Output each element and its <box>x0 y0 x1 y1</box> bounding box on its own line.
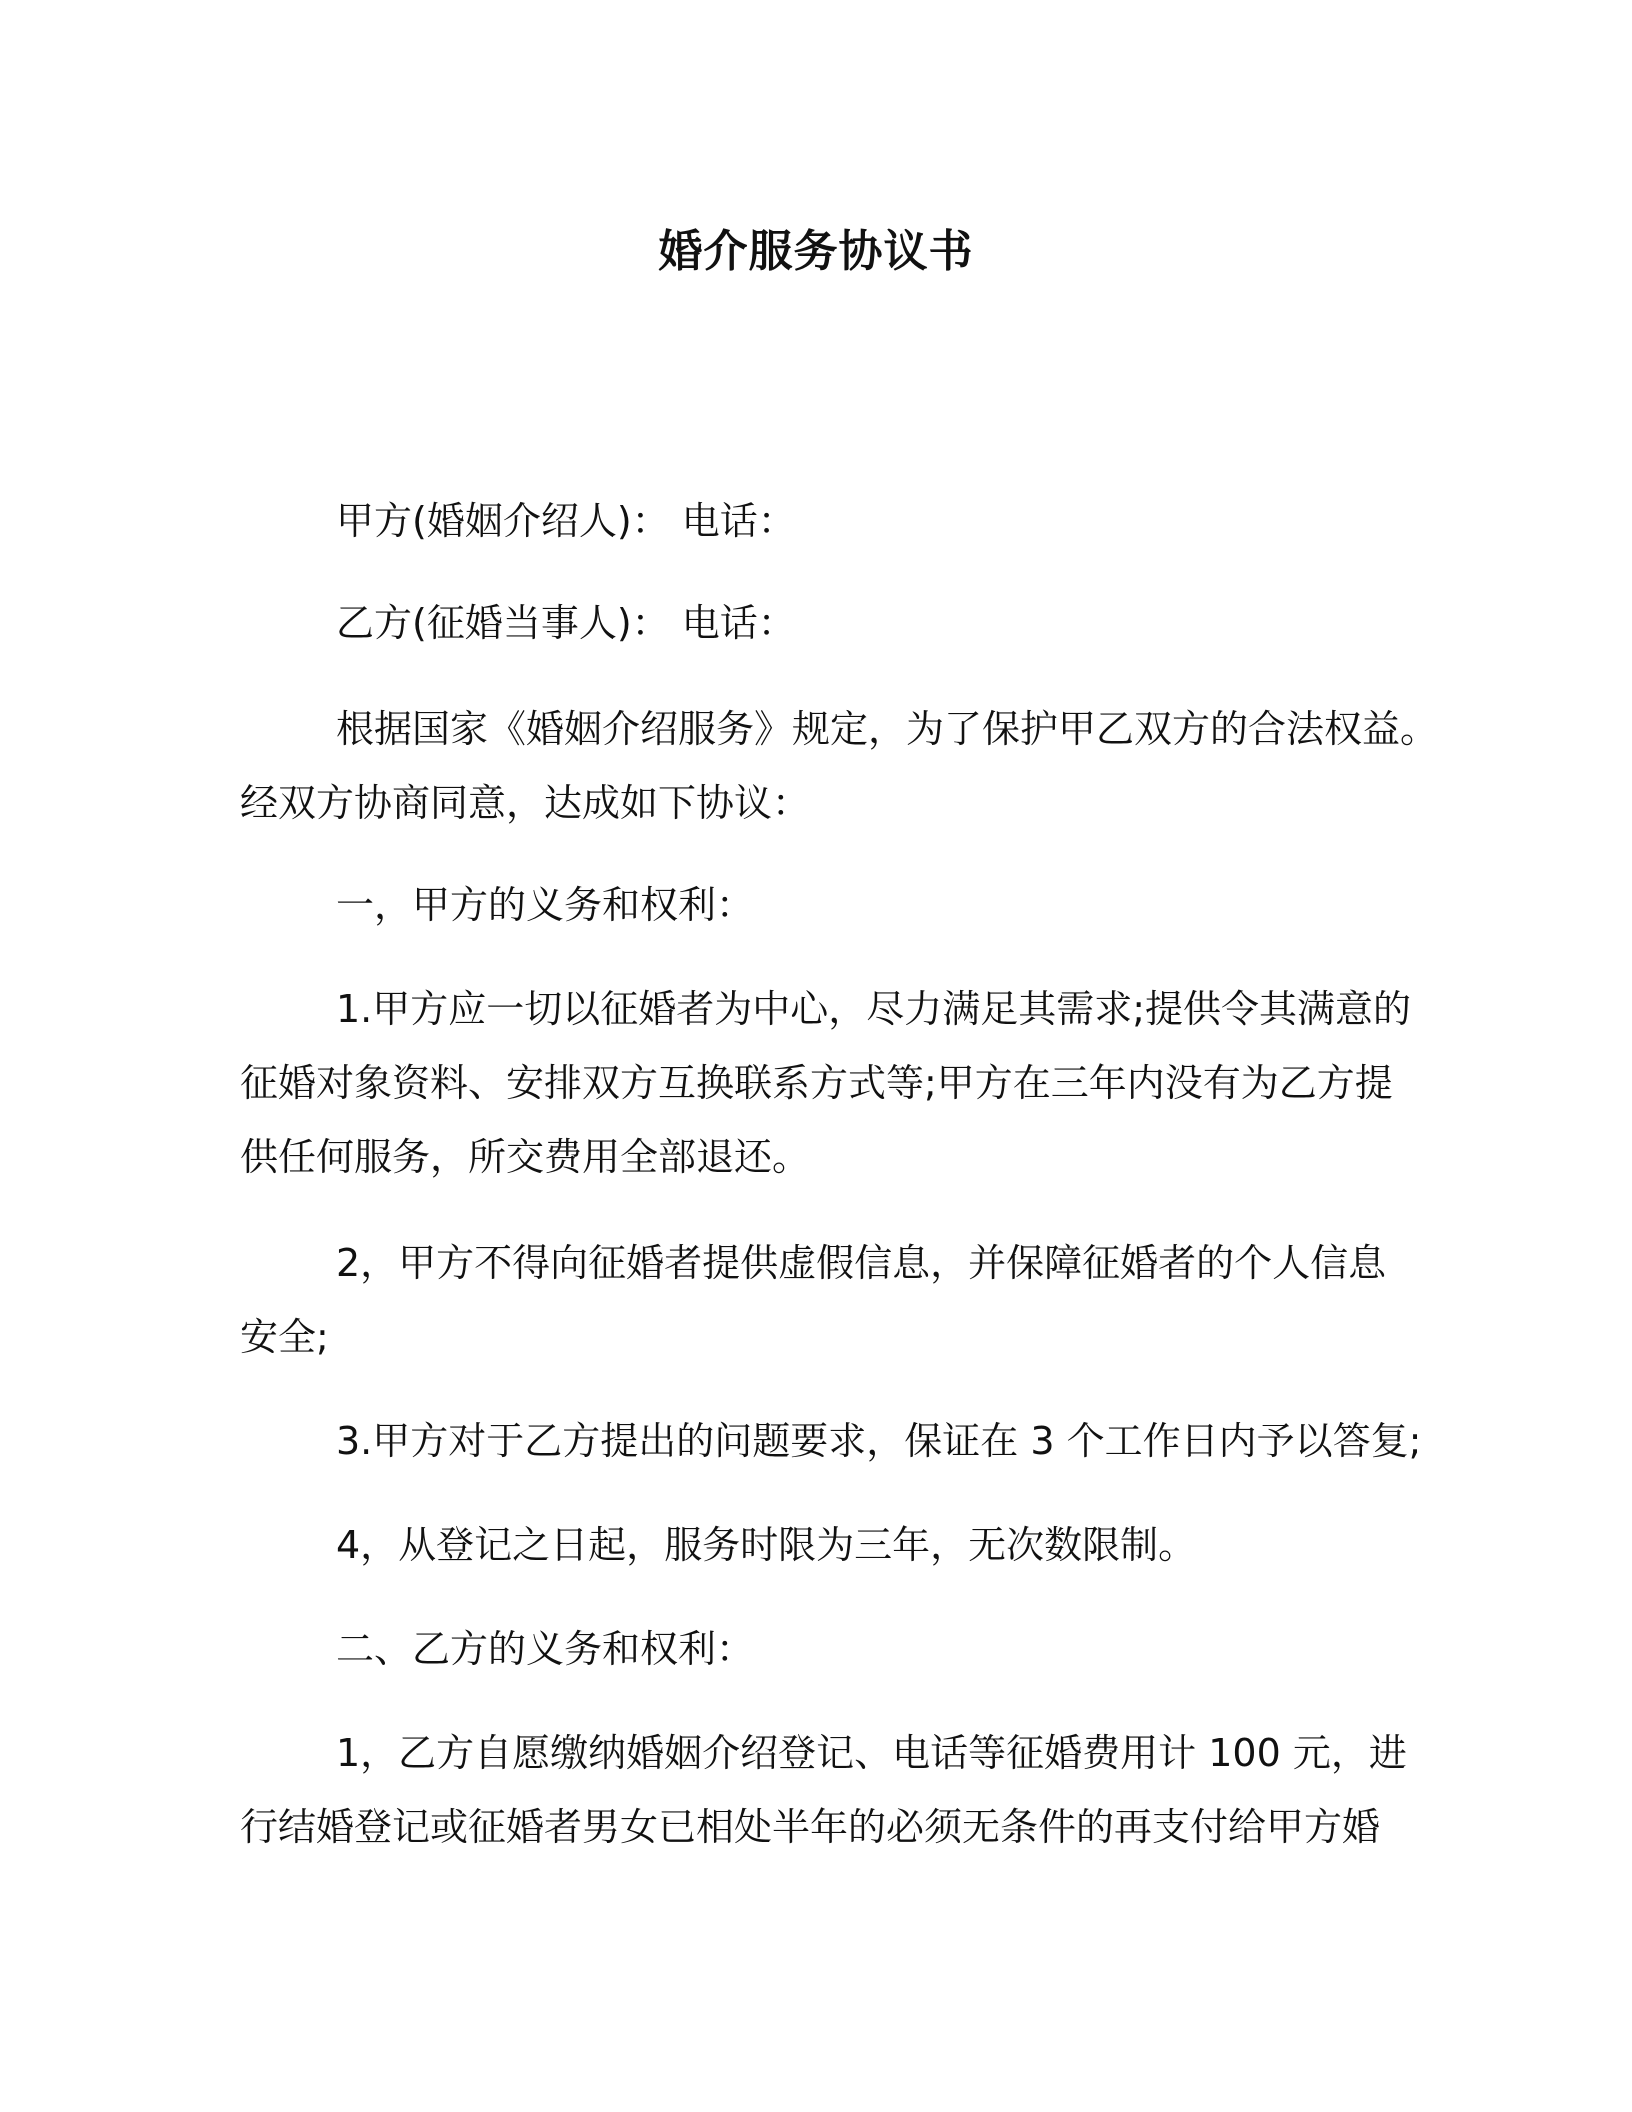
section1-item3: 3.甲方对于乙方提出的问题要求，保证在 3 个工作日内予以答复; <box>336 1419 1422 1463</box>
section1-item1-line3: 供任何服务，所交费用全部退还。 <box>240 1135 811 1179</box>
intro-line-2: 经双方协商同意，达成如下协议： <box>240 781 811 825</box>
section2-item1-line1: 1，乙方自愿缴纳婚姻介绍登记、电话等征婚费用计 100 元，进 <box>336 1731 1407 1775</box>
section1-item2-line2: 安全; <box>240 1315 329 1359</box>
document-title: 婚介服务协议书 <box>658 226 974 277</box>
section1-heading: 一，甲方的义务和权利： <box>336 883 755 927</box>
section2-heading: 二、乙方的义务和权利： <box>336 1627 755 1671</box>
party-b-line: 乙方(征婚当事人)： 电话： <box>336 601 796 645</box>
section1-item4: 4，从登记之日起，服务时限为三年，无次数限制。 <box>336 1523 1197 1567</box>
section1-item2-line1: 2，甲方不得向征婚者提供虚假信息，并保障征婚者的个人信息 <box>336 1241 1387 1285</box>
party-a-line: 甲方(婚姻介绍人)： 电话： <box>336 499 796 543</box>
section2-item1-line2: 行结婚登记或征婚者男女已相处半年的必须无条件的再支付给甲方婚 <box>240 1805 1381 1849</box>
section1-item1-line2: 征婚对象资料、安排双方互换联系方式等;甲方在三年内没有为乙方提 <box>240 1061 1393 1105</box>
section1-item1-line1: 1.甲方应一切以征婚者为中心，尽力满足其需求;提供令其满意的 <box>336 987 1412 1031</box>
intro-line-1: 根据国家《婚姻介绍服务》规定，为了保护甲乙双方的合法权益。 <box>336 707 1439 751</box>
